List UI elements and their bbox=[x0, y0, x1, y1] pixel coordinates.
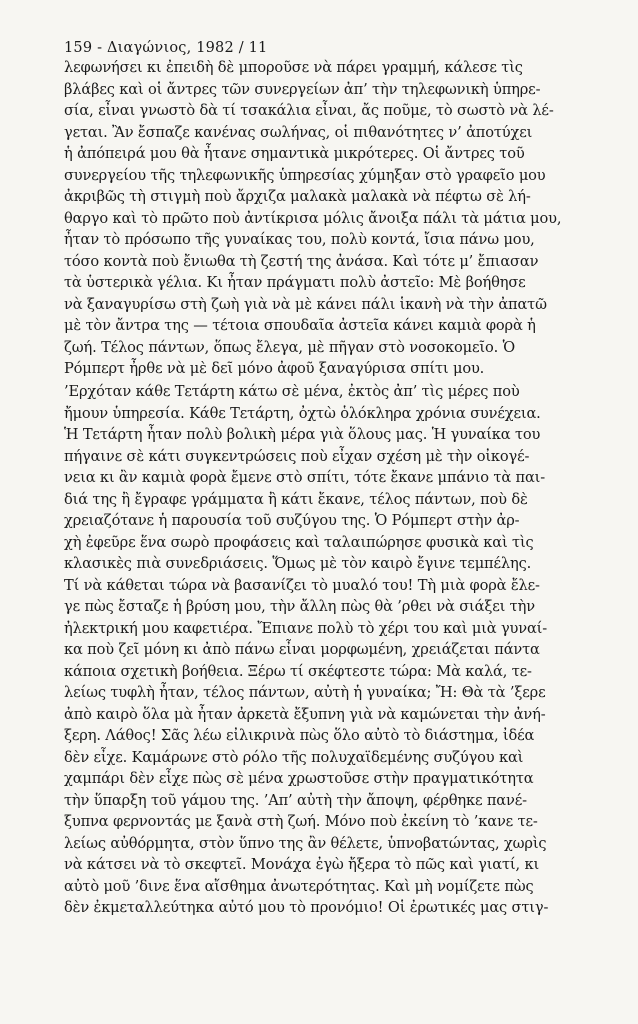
text-line: λείως αὐθόρμητα, στὸν ὕπνο της ἂν θέλετε, ὑπνοβατώντας, χωρὶς bbox=[64, 834, 547, 852]
text-line: πήγαινε σὲ κάτι συγκεντρώσεις ποὺ εἶχαν σχέση μὲ τὴν οἰκογέ- bbox=[64, 447, 530, 465]
text-line: σία, εἶναι γνωστὸ δὰ τί τσακάλια εἶναι, ἄς ποῦμε, τὸ σωστὸ νὰ λέ- bbox=[64, 102, 554, 119]
text-line: γε πὼς ἔσταζε ἡ βρύση μου, τὴν ἄλλη πὼς θὰ ’ρθει νὰ σιάξει τὴν bbox=[64, 598, 535, 615]
text-line: χρειαζότανε ἡ παρουσία τοῦ συζύγου της. Ὁ Ρόμπερτ στὴν ἀρ- bbox=[64, 512, 520, 529]
text-line: τὰ ὑστερικὰ γέλια. Κι ἦταν πράγματι πολὺ ἀστεῖο: Μὲ βοήθησε bbox=[64, 274, 526, 291]
text-line: νὰ κάτσει νὰ τὸ σκεφτεῖ. Μονάχα ἐγὼ ἤξερα τὸ πῶς καὶ γιατί, κι bbox=[64, 856, 540, 873]
text-line: μὲ τὸν ἄντρα της — τέτοια σπουδαῖα ἀστεῖα κάνει καμιὰ φορὰ ἡ bbox=[64, 317, 536, 334]
text-line: θαργο καὶ τὸ πρῶτο ποὺ ἀντίκρισα μόλις ἄνοιξα πάλι τὰ μάτια μου, bbox=[64, 209, 562, 227]
text-line: λείως τυφλὴ ἦταν, τέλος πάντων, αὐτὴ ἡ γυναίκα; Ἤ: Θὰ τὰ ’ξερε bbox=[64, 684, 546, 701]
text-line: νὰ ξαναγυρίσω στὴ ζωὴ γιὰ νὰ μὲ κάνει πάλι ἱκανὴ νὰ τὴν ἀπατῶ bbox=[64, 295, 547, 313]
paragraph-2 bbox=[64, 381, 612, 919]
text-line: κλασικὲς πιὰ συνεδριάσεις. Ὅμως μὲ τὸν καιρὸ ἔγινε τεμπέλης. bbox=[64, 555, 532, 572]
text-line: Ρόμπερτ ἦρθε νὰ μὲ δεῖ μόνο ἀφοῦ ξαναγύρισα σπίτι μου. bbox=[64, 360, 485, 377]
text-line: Ἡ Τετάρτη ἦταν πολὺ βολικὴ μέρα γιὰ ὅλους μας. Ἡ γυναίκα του bbox=[64, 426, 541, 443]
text-line: αὐτὸ μοῦ ’δινε ἕνα αἴσθημα ἀνωτερότητας. Καὶ μὴ νομίζετε πὼς bbox=[64, 877, 534, 895]
text-line: χαμπάρι δὲν εἶχε πὼς σὲ μένα χρωστοῦσε στὴν πραγματικότητα bbox=[64, 770, 534, 787]
text-line: τὴν ὕπαρξη τοῦ γάμου της. ’Απ’ αὐτὴ τὴν ἄποψη, φέρθηκε πανέ- bbox=[64, 791, 527, 809]
text-line: γεται. Ἂν ἔσπαζε κανένας σωλήνας, οἱ πιθανότητες ν’ ἀποτύχει bbox=[64, 123, 533, 141]
text-line: ἦταν τὸ πρόσωπο τῆς γυναίκας του, πολὺ κοντά, ἴσια πάνω μου, bbox=[64, 231, 535, 248]
text-line: τόσο κοντὰ ποὺ ἔνιωθα τὴ ζεστή της ἀνάσα. Καὶ τότε μ’ ἔπιασαν bbox=[64, 252, 539, 270]
text-line: ἀκριβῶς τὴ στιγμὴ ποὺ ἄρχιζα μαλακὰ μαλακὰ νὰ πέφτω σὲ λή- bbox=[64, 188, 531, 205]
text-line: κα ποὺ ζεῖ μόνη κι ἀπὸ πάνω εἶναι μορφωμένη, χρειάζεται πάντα bbox=[64, 641, 540, 658]
text-line: συνεργείου τῆς τηλεφωνικῆς ὑπηρεσίας χύμηξαν στὸ γραφεῖο μου bbox=[64, 166, 546, 184]
text-line: ἀπὸ καιρὸ ὅλα μὰ ἦταν ἀρκετὰ ἔξυπνη γιὰ νὰ καμώνεται τὴν ἀνή- bbox=[64, 705, 546, 723]
text-line: Τί νὰ κάθεται τώρα νὰ βασανίζει τὸ μυαλό του! Τὴ μιὰ φορὰ ἔλε- bbox=[64, 576, 540, 594]
text-line: βλάβες καὶ οἱ ἄντρες τῶν συνεργείων ἀπ’ τὴν τηλεφωνικὴ ὑπηρε- bbox=[64, 80, 541, 98]
text-line: κάποια σχετικὴ βοήθεια. Ξέρω τί σκέφτεστε τώρα: Μὰ καλά, τε- bbox=[64, 662, 532, 680]
running-head: 159 - Διαγώνιος, 1982 / 11 bbox=[64, 40, 268, 56]
text-line: ἤμουν ὑπηρεσία. Κάθε Τετάρτη, ὀχτὼ ὁλόκληρα χρόνια συνέχεια. bbox=[64, 404, 541, 422]
text-line: δὲν ἐκμεταλλεύτηκα αὐτό μου τὸ προνόμιο! Οἱ ἐρωτικές μας στιγ- bbox=[64, 899, 549, 916]
text-line: ’Ερχόταν κάθε Τετάρτη κάτω σὲ μένα, ἐκτὸς ἀπ’ τὶς μέρες ποὺ bbox=[64, 383, 520, 400]
text-line: διά της ἢ ἔγραφε γράμματα ἢ κάτι ἔκανε, τέλος πάντων, ποὺ δὲ bbox=[64, 490, 528, 508]
text-line: λεφωνήσει κι ἐπειδὴ δὲ μποροῦσε νὰ πάρει γραμμή, κάλεσε τὶς bbox=[64, 59, 523, 76]
text-line: δὲν εἶχε. Καμάρωνε στὸ ρόλο τῆς πολυχαϊδεμένης συζύγου καὶ bbox=[64, 748, 524, 766]
text-line: νεια κι ἂν καμιὰ φορὰ ἔμενε στὸ σπίτι, τότε ἔκανε μπάνιο τὰ παι- bbox=[64, 469, 546, 486]
text-line: ἡ ἀπόπειρά μου θὰ ἦτανε σημαντικὰ μικρότερες. Οἱ ἄντρες τοῦ bbox=[64, 145, 525, 162]
paragraph-1 bbox=[64, 57, 612, 380]
text-line: ξερη. Λάθος! Σᾶς λέω εἰλικρινὰ πὼς ὅλο αὐτὸ τὸ διάστημα, ἰδέα bbox=[64, 727, 535, 744]
text-line: χὴ ἐφεῦρε ἕνα σωρὸ προφάσεις καὶ ταλαιπώρησε φυσικὰ καὶ τὶς bbox=[64, 533, 534, 551]
text-line: ζωή. Τέλος πάντων, ὅπως ἔλεγα, μὲ πῆγαν στὸ νοσοκομεῖο. Ὁ bbox=[64, 338, 515, 356]
text-line: ἠλεκτρική μου καφετιέρα. Ἔπιανε πολὺ τὸ χέρι του καὶ μιὰ γυναί- bbox=[64, 619, 548, 637]
text-line: ξυπνα φερνοντάς με ξανὰ στὴ ζωή. Μόνο ποὺ ἐκείνη τὸ ’κανε τε- bbox=[64, 813, 538, 830]
